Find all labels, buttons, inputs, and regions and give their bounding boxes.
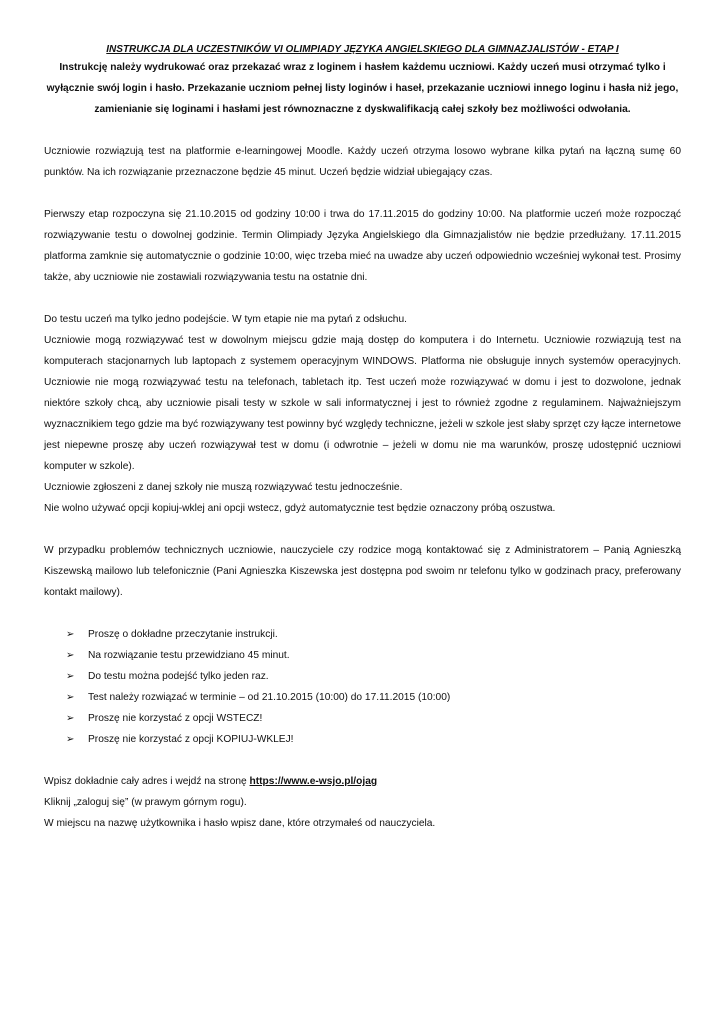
list-item xyxy=(66,645,681,666)
arrow-bullet-icon: ➢ xyxy=(66,650,75,661)
intro-warning: Instrukcję należy wydrukować oraz przekazać wraz z loginem i hasłem każdemu uczniowi. Każdy uczeń musi otrzymać tylko i wyłącznie swój login i hasło. Przekazanie uczniom pełnej listy loginów i haseł, przekazanie uczniowi innego loginu i hasła niż jego, zamienianie się loginami i hasłami jest równoznaczne z dyskwalifikacją całej szkoły bez możliwości odwołania. xyxy=(46,62,679,115)
list-item-text: Proszę o dokładne przeczytanie instrukcji. xyxy=(88,629,278,640)
list-item xyxy=(66,624,681,645)
arrow-bullet-icon: ➢ xyxy=(66,671,75,682)
list-item xyxy=(66,687,681,708)
list-item xyxy=(66,708,681,729)
document-title: INSTRUKCJA DLA UCZESTNIKÓW VI OLIMPIADY JĘZYKA ANGIELSKIEGO DLA GIMNAZJALISTÓW - ETAP I xyxy=(106,44,619,55)
paragraph-schedule: Pierwszy etap rozpoczyna się 21.10.2015 od godziny 10:00 i trwa do 17.11.2015 do godziny 10:00. Na platformie uczeń może rozpocząć rozwiązywanie testu o dowolnej godzinie. Termin Olimpiady Języka Angielskiego dla Gimnazjalistów nie będzie przedłużany. 17.11.2015 platforma zamknie się automatycznie o godzinie 10:00, więc trzeba mieć na uwadze aby uczeń odpowiednio wcześniej wykonał test. Prosimy także, aby uczniowie nie zostawiali rozwiązywania testu na ostatnie dni. xyxy=(44,209,681,283)
paragraph-contact: W przypadku problemów technicznych uczniowie, nauczyciele czy rodzice mogą kontaktować się z Administratorem – Panią Agnieszką Kiszewską mailowo lub telefonicznie (Pani Agnieszka Kiszewska jest dostępna pod swoim nr telefonu tylko w godzinach pracy, preferowany kontakt mailowy). xyxy=(44,545,681,598)
paragraph-moodle: Uczniowie rozwiązują test na platformie e-learningowej Moodle. Każdy uczeń otrzyma losowo wybrane kilka pytań na łączną sumę 60 punktów. Na ich rozwiązanie przeznaczone będzie 45 minut. Uczeń będzie widział ubiegający czas. xyxy=(44,146,681,178)
arrow-bullet-icon: ➢ xyxy=(66,713,75,724)
list-item xyxy=(66,729,681,750)
instruction-enter-credentials: W miejscu na nazwę użytkownika i hasło wpisz dane, które otrzymałeś od nauczyciela. xyxy=(44,818,436,829)
list-item-text: Na rozwiązanie testu przewidziano 45 minut. xyxy=(88,650,290,661)
paragraph-not-simultaneous: Uczniowie zgłoszeni z danej szkoły nie muszą rozwiązywać testu jednocześnie. xyxy=(44,482,403,493)
rules-list xyxy=(44,624,681,750)
list-item-text: Test należy rozwiązać w terminie – od 21.10.2015 (10:00) do 17.11.2015 (10:00) xyxy=(88,692,451,703)
arrow-bullet-icon: ➢ xyxy=(66,734,75,745)
list-item-text: Do testu można podejść tylko jeden raz. xyxy=(88,671,269,682)
instruction-visit-site xyxy=(44,771,681,792)
paragraph-no-copy-paste: Nie wolno używać opcji kopiuj-wklej ani opcji wstecz, gdyż automatycznie test będzie oznaczony próbą oszustwa. xyxy=(44,503,556,514)
arrow-bullet-icon: ➢ xyxy=(66,629,75,640)
instruction-login-click: Kliknij „zaloguj się” (w prawym górnym rogu). xyxy=(44,797,247,808)
website-link[interactable]: https://www.e-wsjo.pl/ojag xyxy=(249,776,378,787)
visit-site-text: Wpisz dokładnie cały adres i wejdź na stronę xyxy=(44,776,250,787)
list-item-text: Proszę nie korzystać z opcji KOPIUJ-WKLEJ! xyxy=(88,734,294,745)
arrow-bullet-icon: ➢ xyxy=(66,692,75,703)
list-item-text: Proszę nie korzystać z opcji WSTECZ! xyxy=(88,713,263,724)
paragraph-location: Uczniowie mogą rozwiązywać test w dowolnym miejscu gdzie mają dostęp do komputera i do Internetu. Uczniowie rozwiązują test na komputerach stacjonarnych lub laptopach z systemem operacyjnym WINDOWS. Platforma nie obsługuje innych systemów operacyjnych. Uczniowie nie mogą rozwiązywać testu na telefonach, tabletach itp. Test uczeń może rozwiązywać w domu i jest to dozwolone, jednak niektóre szkoły chcą, aby uczniowie pisali testy w szkole w sali informatycznej i jest to również zgodne z regulaminem. Najważniejszym wyznacznikiem tego gdzie ma być rozwiązywany test powinny być względy techniczne, jeżeli w szkole jest słaby sprzęt czy łącze internetowe jest niepewne proszę aby uczeń rozwiązywał test w domu (i odwrotnie – jeżeli w domu nie ma warunków, proszę udostępnić uczniowi komputer w szkole). xyxy=(44,335,681,472)
list-item xyxy=(66,666,681,687)
paragraph-one-attempt: Do testu uczeń ma tylko jedno podejście. W tym etapie nie ma pytań z odsłuchu. xyxy=(44,314,407,325)
